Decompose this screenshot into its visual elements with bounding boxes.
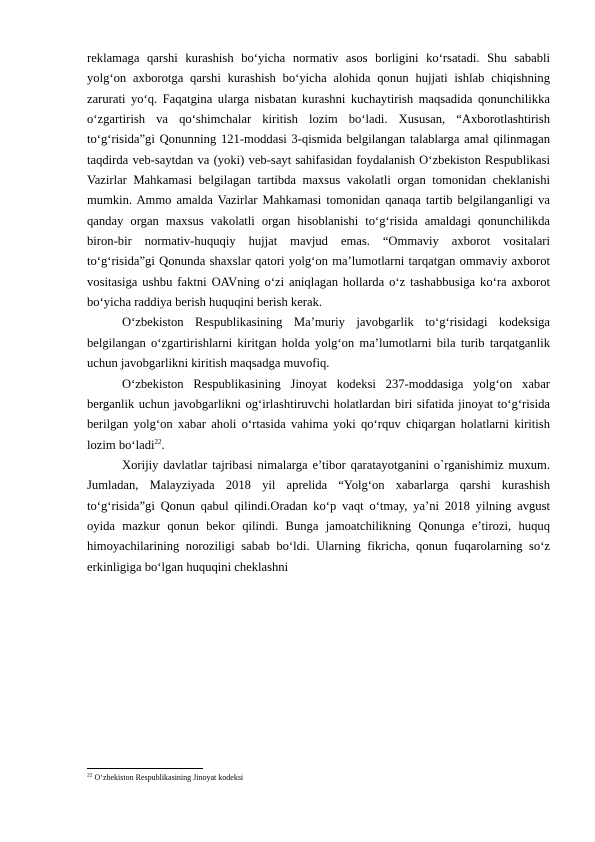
paragraph-4: Xorijiy davlatlar tajribasi nimalarga e’tibor qaratayotganini o`rganishimiz muxum. Jumladan, Malayziyada 2018 yil aprelida “Yolg‘on xabarlarga qarshi kurashish to‘g‘risida”gi Qonun qabul qilindi.Oradan ko‘p vaqt o‘tmay, ya’ni 2018 yilning avgust oyida mazkur qonun bekor qilindi. Bunga jamoatchilikning Qonunga e’tirozi, huquq himoyachilarining noroziligi sabab bo‘ldi. Ularning fikricha, qonun fuqarolarning so‘z erkinligiga bo‘lgan huquqini cheklashni [87, 457, 550, 574]
footnote-reference[interactable]: 22 [154, 437, 162, 446]
footnote-divider [87, 768, 203, 769]
paragraph-3-end: . [161, 437, 165, 452]
paragraph-1: reklamaga qarshi kurashish bo‘yicha normativ asos borligini ko‘rsatadi. Shu sababli yolg‘on axborotga qarshi kurashish bo‘yicha alohida qonun hujjati ishlab chiqishning zarurati yo‘q. Faqatgina ularga nisbatan kurashni kuchaytirish maqsadida qonunchilikka o‘zgartirish va qo‘shimchalar kiritish lozim bo‘ladi. Xususan, “Axborotlashtirish to‘g‘risida”gi Qonunning 121-moddasi 3-qismida belgilangan talablarga amal qilinmagan taqdirda veb-saytdan va (yoki) veb-sayt sahifasidan foydalanish O‘zbekiston Respublikasi Vazirlar Mahkamasi belgilagan tartibda maxsus vakolatli organ tomonidan cheklanishi mumkin. Ammo amalda Vazirlar Mahkamasi tomonidan qanaqa tartib belgilanganligi va qanday organ maxsus vakolatli organ hisoblanishi to‘g‘risida amaldagi qonunchilikda biron-bir normativ-huquqiy hujjat mavjud emas. “Ommaviy axborot vositalari to‘g‘risida”gi Qonunda shaxslar qatori yolg‘on ma’lumotlarni tarqatgan ommaviy axborot vositasiga ushbu faktni OAVning o‘zi aniqlagan hollarda o‘z tashabbusiga ko‘ra axborot bo‘yicha raddiya berish huquqini berish kerak. [87, 51, 550, 310]
footnote [87, 772, 550, 783]
footnote-number: 22 [87, 772, 93, 779]
paragraph-2: O‘zbekiston Respublikasining Ma’muriy javobgarlik to‘g‘risidagi kodeksiga belgilangan o‘zgartirishlarni kiritgan holda yolg‘on ma’lumotlarni bila turib tarqatganlik uchun javobgarlikni kiritish maqsadga muvofiq. [87, 315, 550, 371]
body-text [87, 48, 550, 577]
footnote-text: O‘zbekiston Respublikasining Jinoyat kodeksi [92, 773, 244, 782]
paragraph-3 [87, 374, 550, 455]
paragraph-3-text: O‘zbekiston Respublikasining Jinoyat kodeksi 237-moddasiga yolg‘on xabar berganlik uchun javobgarlikni og‘irlashtiruvchi holatlardan biri sifatida jinoyat to‘g‘risida berilgan yolg‘on xabar aholi o‘rtasida vahima yoki qo‘rquv chiqargan holatlarni kiritish lozim bo‘ladi [87, 376, 550, 452]
